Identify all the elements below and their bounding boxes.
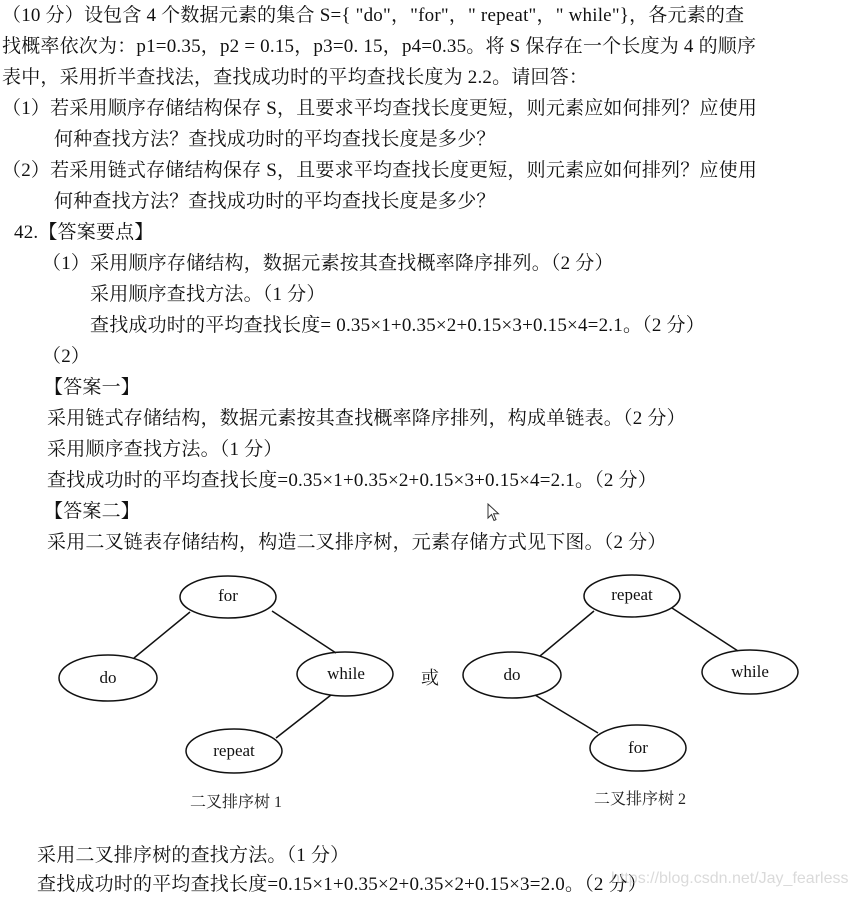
edge-for-while	[272, 611, 336, 653]
question-line-2: 找概率依次为：p1=0.35，p2 = 0.15，p3=0. 15，p4=0.35。将 S 保存在一个长度为 4 的顺序	[2, 36, 757, 57]
tree2-node-for-label: for	[628, 738, 648, 757]
option-1-line-1: 采用链式存储结构，数据元素按其查找概率降序排列，构成单链表。（2 分）	[47, 408, 686, 429]
tree-edges-and-nodes	[0, 560, 851, 830]
or-label: 或	[421, 668, 439, 688]
option-2-line-1: 采用二叉链表存储结构，构造二叉排序树，元素存储方式见下图。（2 分）	[47, 532, 667, 553]
question-part-2-line-2: 何种查找方法？查找成功时的平均查找长度是多少？	[54, 191, 496, 212]
watermark: https://blog.csdn.net/Jay_fearless	[611, 870, 849, 887]
tree1-node-for-label: for	[218, 586, 238, 605]
question-part-2-line-1: （2）若采用链式存储结构保存 S，且要求平均查找长度更短，则元素应如何排列？应使用	[2, 160, 758, 181]
mouse-cursor-icon	[487, 503, 501, 528]
question-line-3: 表中，采用折半查找法，查找成功时的平均查找长度为 2.2。请回答：	[2, 67, 589, 88]
answer-part-1-line-3: 查找成功时的平均查找长度= 0.35×1+0.35×2+0.15×3+0.15×4=2.1。（2 分）	[90, 315, 705, 336]
edge-while-repeat	[276, 695, 331, 738]
edge-do-for	[535, 695, 598, 733]
tree1-caption: 二叉排序树 1	[189, 794, 283, 811]
tree1-node-do-label: do	[99, 668, 117, 687]
option-2-line-3: 查找成功时的平均查找长度=0.15×1+0.35×2+0.35×2+0.15×3=2.0。（2 分）	[37, 874, 647, 895]
tree2-node-while-label: while	[731, 662, 769, 681]
question-part-1-line-2: 何种查找方法？查找成功时的平均查找长度是多少？	[54, 129, 496, 150]
option-1-line-3: 查找成功时的平均查找长度=0.35×1+0.35×2+0.15×3+0.15×4=2.1。（2 分）	[47, 470, 657, 491]
option-1-line-2: 采用顺序查找方法。（1 分）	[47, 439, 283, 460]
edge-repeat-while	[672, 608, 738, 651]
option-2-heading: 【答案二】	[44, 501, 141, 522]
binary-search-tree-diagram	[0, 560, 851, 830]
answer-part-1-line-2: 采用顺序查找方法。（1 分）	[90, 284, 326, 305]
option-1-heading: 【答案一】	[44, 377, 141, 398]
tree2-caption: 二叉排序树 2	[593, 791, 687, 808]
answer-part-2-label: （2）	[42, 346, 91, 367]
edge-repeat-do	[540, 611, 594, 656]
tree2-node-do-label: do	[503, 665, 521, 684]
tree1-node-while-label: while	[327, 664, 365, 683]
answer-part-1-line-1: （1）采用顺序存储结构，数据元素按其查找概率降序排列。（2 分）	[42, 253, 614, 274]
question-line-1: （10 分）设包含 4 个数据元素的集合 S={ "do"，"for"，" repeat"，" while"}，各元素的查	[2, 5, 745, 26]
option-2-line-2: 采用二叉排序树的查找方法。（1 分）	[37, 845, 350, 866]
question-part-1-line-1: （1）若采用顺序存储结构保存 S，且要求平均查找长度更短，则元素应如何排列？应使用	[2, 98, 758, 119]
tree1-node-repeat-label: repeat	[213, 741, 255, 760]
tree2-node-repeat-label: repeat	[611, 585, 653, 604]
answer-heading: 42.【答案要点】	[14, 222, 154, 243]
edge-for-do	[134, 612, 190, 658]
